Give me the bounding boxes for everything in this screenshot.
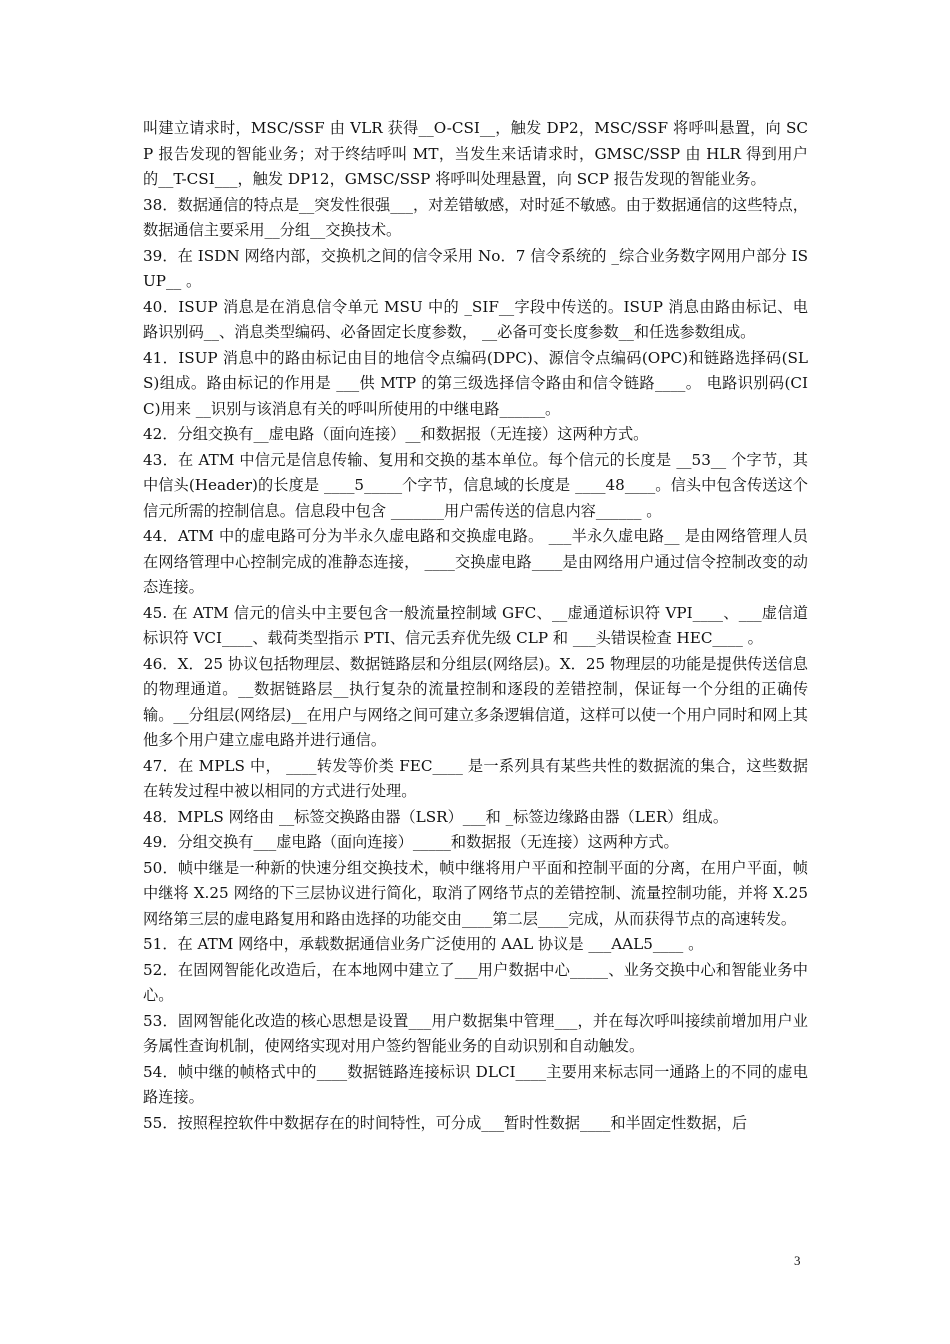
paragraph-52: 52．在固网智能化改造后，在本地网中建立了___用户数据中心_____、业务交换中心和智能业务中心。 [143,960,808,1004]
paragraph-55: 55．按照程控软件中数据存在的时间特性，可分成___暂时性数据____和半固定性数据，后 [143,1113,748,1132]
paragraph-41: 41．ISUP 消息中的路由标记由目的地信令点编码(DPC)、源信令点编码(OPC)和链路选择码(SLS)组成。路由标记的作用是 ___供 MTP 的第三级选择信令路由和信令链路____。 电路识别码(CIC)用来 __识别与该消息有关的呼叫所使用的中继电路______。 [143,348,808,418]
paragraph-43: 43．在 ATM 中信元是信息传输、复用和交换的基本单位。每个信元的长度是 __53__ 个字节，其中信头(Header)的长度是 ____5_____个字节，信息域的长度是 ____48____。信头中包含传送这个信元所需的控制信息。信息段中包含 _______用户需传送的信息内容______ 。 [143,450,808,520]
paragraph-49: 49．分组交换有___虚电路（面向连接）_____和数据报（无连接）这两种方式。 [143,833,679,851]
page-number: 3 [794,1253,801,1268]
document-body [143,116,808,1136]
paragraph-37-cont: 叫建立请求时，MSC/SSF 由 VLR 获得__O-CSI__，触发 DP2，MSC/SSF 将呼叫悬置，向 SCP 报告发现的智能业务；对于终结呼叫 MT，当发生来话请求时，GMSC/SSP 由 HLR 得到用户的__T-CSI___，触发 DP12，GMSC/SSP 将呼叫处理悬置，向 SCP 报告发现的智能业务。 [143,119,808,188]
paragraph-50: 50．帧中继是一种新的快速分组交换技术，帧中继将用户平面和控制平面的分离，在用户平面，帧中继将 X.25 网络的下三层协议进行简化，取消了网络节点的差错控制、流量控制功能，并将 X.25 网络第三层的虚电路复用和路由选择的功能交由____第二层____完成，从而获得节点的高速转发。 [143,858,808,928]
paragraph-53: 53．固网智能化改造的核心思想是设置___用户数据集中管理___，并在每次呼叫接续前增加用户业务属性查询机制，使网络实现对用户签约智能业务的自动识别和自动触发。 [143,1011,808,1055]
paragraph-48: 48．MPLS 网络由 __标签交换路由器（LSR）___和 _标签边缘路由器（LER）组成。 [143,807,729,826]
paragraph-46: 46．X．25 协议包括物理层、数据链路层和分组层(网络层)。X．25 物理层的功能是提供传送信息的物理通道。__数据链路层__执行复杂的流量控制和逐段的差错控制，保证每一个分组的正确传输。__分组层(网络层)__在用户与网络之间可建立多条逻辑信道，这样可以使一个用户同时和网上其他多个用户建立虚电路并进行通信。 [143,654,808,749]
paragraph-47: 47．在 MPLS 中， ____转发等价类 FEC____ 是一系列具有某些共性的数据流的集合，这些数据在转发过程中被以相同的方式进行处理。 [143,756,808,800]
paragraph-44: 44．ATM 中的虚电路可分为半永久虚电路和交换虚电路。 ___半永久虚电路__ 是由网络管理人员在网络管理中心控制完成的准静态连接， ____交换虚电路____是由网络用户通过信令控制改变的动态连接。 [143,527,808,596]
paragraph-38: 38．数据通信的特点是__突发性很强___，对差错敏感，对时延不敏感。由于数据通信的这些特点，数据通信主要采用__分组__交换技术。 [143,195,808,239]
paragraph-45: 45. 在 ATM 信元的信头中主要包含一般流量控制域 GFC、__虚通道标识符 VPI____、___虚信道标识符 VCI____、载荷类型指示 PTI、信元丢弃优先级 CLP 和 ___头错误检查 HEC____ 。 [143,603,808,647]
paragraph-54: 54．帧中继的帧格式中的____数据链路连接标识 DLCI____主要用来标志同一通路上的不同的虚电路连接。 [143,1062,808,1106]
paragraph-39: 39．在 ISDN 网络内部，交换机之间的信令采用 No．7 信令系统的 _综合业务数字网用户部分 ISUP__ 。 [143,246,808,290]
paragraph-51: 51．在 ATM 网络中，承载数据通信业务广泛使用的 AAL 协议是 ___AAL5____ 。 [143,935,704,953]
paragraph-40: 40．ISUP 消息是在消息信令单元 MSU 中的 _SIF__字段中传送的。ISUP 消息由路由标记、电路识别码__、消息类型编码、必备固定长度参数， __必备可变长度参数__和任选参数组成。 [143,297,808,341]
paragraph-42: 42．分组交换有__虚电路（面向连接）__和数据报（无连接）这两种方式。 [143,425,649,443]
